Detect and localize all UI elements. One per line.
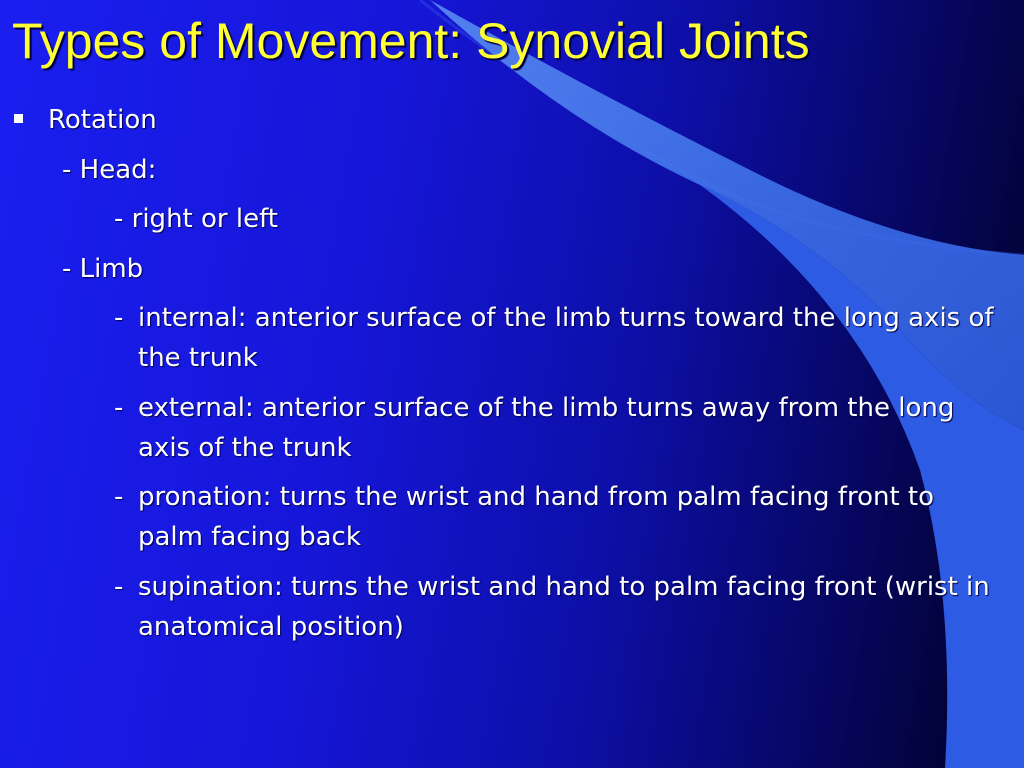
limb-item-supination	[114, 567, 994, 647]
limb-item-internal	[114, 298, 994, 378]
head-label: - Head:	[62, 155, 157, 185]
limb-item-text: internal: anterior surface of the limb turns toward the long axis of the trunk	[138, 303, 994, 373]
dash-marker: -	[114, 572, 124, 602]
limb-item-pronation	[114, 477, 994, 557]
limb-item-text: external: anterior surface of the limb turns away from the long axis of the trunk	[138, 393, 955, 463]
limb-item-text: supination: turns the wrist and hand to palm facing front (wrist in anatomical position)	[138, 572, 990, 642]
square-bullet-icon	[14, 114, 23, 123]
bullet-rotation: Rotation	[48, 105, 157, 135]
slide-title: Types of Movement: Synovial Joints	[12, 13, 810, 69]
head-detail: - right or left	[114, 204, 278, 234]
limb-item-text: pronation: turns the wrist and hand from palm facing front to palm facing back	[138, 482, 935, 552]
limb-item-external	[114, 388, 994, 468]
dash-marker: -	[114, 482, 124, 512]
dash-marker: -	[114, 303, 124, 333]
dash-marker: -	[114, 393, 124, 423]
limb-label: - Limb	[62, 254, 144, 284]
